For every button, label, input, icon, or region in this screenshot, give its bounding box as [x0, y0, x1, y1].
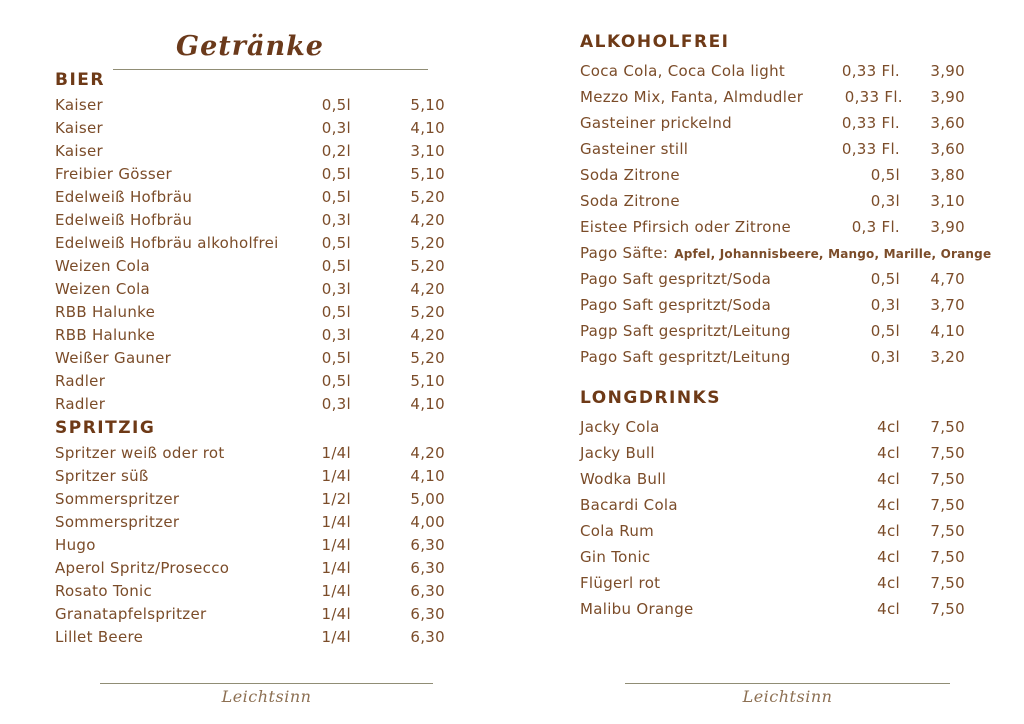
alkoholfrei-rows: [580, 62, 992, 374]
item-price: 6,30: [410, 628, 445, 646]
item-price: 4,20: [410, 326, 445, 344]
item-price: 3,80: [930, 166, 965, 184]
footer-brand: Leichtsinn: [221, 687, 312, 706]
item-price: 7,50: [930, 496, 965, 514]
menu-item-row: [580, 444, 965, 470]
item-name: Pago Saft gespritzt/Leitung: [580, 348, 791, 366]
menu-item-row: [55, 467, 445, 490]
menu-item-row: [55, 372, 445, 395]
item-name: Weißer Gauner: [55, 349, 172, 367]
item-name: Kaiser: [55, 119, 103, 137]
item-name: Edelweiß Hofbräu alkoholfrei: [55, 234, 279, 252]
menu-item-row: [580, 270, 965, 296]
item-quantity: 4cl: [877, 574, 900, 592]
section-alkoholfrei: [580, 32, 992, 374]
item-name: Rosato Tonic: [55, 582, 153, 600]
menu-item-row: [55, 234, 445, 257]
item-price: 3,70: [930, 296, 965, 314]
item-price: 3,10: [930, 192, 965, 210]
section-header-bier: BIER: [55, 70, 105, 90]
item-name: Gasteiner prickelnd: [580, 114, 732, 132]
menu-item-row: [55, 326, 445, 349]
item-price: 5,20: [410, 234, 445, 252]
item-quantity: 1/4l: [321, 536, 351, 554]
item-quantity: 0,5l: [321, 96, 351, 114]
item-name: Hugo: [55, 536, 96, 554]
section-spritzig: [55, 418, 445, 651]
item-price: 6,30: [410, 536, 445, 554]
item-price: 7,50: [930, 574, 965, 592]
item-price: 6,30: [410, 582, 445, 600]
menu-item-row: [580, 522, 965, 548]
menu-item-row: [55, 536, 445, 559]
item-name: Kaiser: [55, 142, 103, 160]
item-quantity: 0,5l: [870, 270, 900, 288]
item-price: 5,20: [410, 303, 445, 321]
item-price: 4,20: [410, 444, 445, 462]
item-price: 7,50: [930, 418, 965, 436]
section-header-longdrinks: LONGDRINKS: [580, 388, 722, 408]
menu-item-row: [55, 349, 445, 372]
item-quantity: 0,3l: [870, 296, 900, 314]
item-name: Sommerspritzer: [55, 513, 180, 531]
item-name: Kaiser: [55, 96, 103, 114]
item-name: Jacky Bull: [580, 444, 655, 462]
item-name: Spritzer weiß oder rot: [55, 444, 225, 462]
item-name: Pago Saft gespritzt/Soda: [580, 270, 772, 288]
item-price: 4,10: [930, 322, 965, 340]
item-quantity: 4cl: [877, 470, 900, 488]
item-name: Coca Cola, Coca Cola light: [580, 62, 786, 80]
item-quantity: 0,3l: [321, 280, 351, 298]
item-price: 4,20: [410, 280, 445, 298]
item-price: 5,10: [410, 165, 445, 183]
item-quantity: 0,5l: [321, 165, 351, 183]
left-page-footer: [100, 683, 433, 706]
spritzig-rows: [55, 444, 445, 651]
item-quantity: 0,3l: [870, 192, 900, 210]
menu-item-row: [55, 444, 445, 467]
item-name: Weizen Cola: [55, 280, 151, 298]
item-price: 7,50: [930, 444, 965, 462]
menu-item-row: [580, 322, 965, 348]
page-title: Getränke: [176, 31, 324, 62]
item-quantity: 1/2l: [321, 490, 351, 508]
item-name: Malibu Orange: [580, 600, 694, 618]
item-name: Freibier Gösser: [55, 165, 172, 183]
item-price: 4,00: [410, 513, 445, 531]
menu-item-row: [55, 395, 445, 418]
item-price: 3,90: [930, 218, 965, 236]
section-bier: [55, 70, 445, 418]
item-quantity: 4cl: [877, 496, 900, 514]
footer-brand: Leichtsinn: [742, 687, 833, 706]
right-page: [580, 32, 992, 626]
item-quantity: 0,33 Fl.: [841, 114, 900, 132]
item-quantity: 0,5l: [321, 234, 351, 252]
item-name: Bacardi Cola: [580, 496, 678, 514]
item-quantity: 0,3l: [321, 119, 351, 137]
menu-item-row: [580, 574, 965, 600]
menu-item-row: [55, 605, 445, 628]
right-page-footer: [625, 683, 950, 706]
item-quantity: 4cl: [877, 418, 900, 436]
item-price: 3,60: [930, 140, 965, 158]
item-quantity: 0,3l: [870, 348, 900, 366]
menu-item-row: [55, 303, 445, 326]
menu-item-row: [55, 211, 445, 234]
item-quantity: 0,5l: [321, 257, 351, 275]
item-quantity: 4cl: [877, 444, 900, 462]
item-name: Gasteiner still: [580, 140, 689, 158]
menu-item-row: [55, 513, 445, 536]
item-price: 5,10: [410, 96, 445, 114]
menu-item-row: [580, 296, 965, 322]
menu-item-row: [55, 257, 445, 280]
item-price: 7,50: [930, 548, 965, 566]
item-note: Apfel, Johannisbeere, Mango, Marille, Orange: [674, 247, 992, 261]
menu-item-row: [580, 62, 965, 88]
item-price: 6,30: [410, 559, 445, 577]
item-price: 3,60: [930, 114, 965, 132]
longdrinks-rows: [580, 418, 965, 626]
item-name: Weizen Cola: [55, 257, 151, 275]
item-quantity: 4cl: [877, 600, 900, 618]
menu-item-row: [55, 280, 445, 303]
menu-item-row: [55, 165, 445, 188]
item-quantity: 0,33 Fl.: [841, 62, 900, 80]
menu-item-row: [580, 418, 965, 444]
bier-rows: [55, 96, 445, 418]
menu-item-row: [580, 244, 992, 270]
item-name: Radler: [55, 395, 106, 413]
menu-item-row: [580, 140, 965, 166]
item-quantity: 1/4l: [321, 513, 351, 531]
item-name: Sommerspritzer: [55, 490, 180, 508]
item-name: Pagp Saft gespritzt/Leitung: [580, 322, 791, 340]
item-name: Granatapfelspritzer: [55, 605, 207, 623]
item-quantity: 1/4l: [321, 582, 351, 600]
item-quantity: 0,33 Fl.: [841, 140, 900, 158]
item-quantity: 1/4l: [321, 559, 351, 577]
item-name: Soda Zitrone: [580, 192, 680, 210]
item-price: 4,10: [410, 467, 445, 485]
menu-item-row: [580, 496, 965, 522]
menu-item-row: [580, 88, 965, 114]
item-price: 4,10: [410, 119, 445, 137]
menu-item-row: [55, 490, 445, 513]
section-longdrinks: [580, 388, 965, 626]
item-name: Lillet Beere: [55, 628, 144, 646]
item-quantity: 0,3l: [321, 395, 351, 413]
item-price: 5,10: [410, 372, 445, 390]
item-name: RBB Halunke: [55, 303, 156, 321]
menu-item-row: [55, 628, 445, 651]
item-price: 3,90: [930, 88, 965, 106]
item-name: Spritzer süß: [55, 467, 149, 485]
item-name: Soda Zitrone: [580, 166, 680, 184]
item-price: 5,00: [410, 490, 445, 508]
menu-item-row: [55, 96, 445, 119]
item-name: Aperol Spritz/Prosecco: [55, 559, 230, 577]
section-header-spritzig: SPRITZIG: [55, 418, 156, 438]
item-quantity: 0,5l: [321, 349, 351, 367]
menu-item-row: [55, 559, 445, 582]
item-quantity: 0,5l: [321, 188, 351, 206]
item-price: 5,20: [410, 188, 445, 206]
item-price: 5,20: [410, 349, 445, 367]
item-price: 7,50: [930, 600, 965, 618]
item-name: Edelweiß Hofbräu: [55, 188, 193, 206]
menu-item-row: [580, 114, 965, 140]
section-header-alkoholfrei: ALKOHOLFREI: [580, 32, 730, 52]
item-name: Cola Rum: [580, 522, 655, 540]
menu-item-row: [580, 470, 965, 496]
menu-item-row: [55, 119, 445, 142]
item-quantity: 0,3l: [321, 326, 351, 344]
item-price: 5,20: [410, 257, 445, 275]
item-price: 4,20: [410, 211, 445, 229]
left-page: [55, 30, 445, 651]
item-price: 7,50: [930, 522, 965, 540]
menu-item-row: [580, 218, 965, 244]
item-price: 3,20: [930, 348, 965, 366]
item-quantity: 0,5l: [870, 322, 900, 340]
item-price: 6,30: [410, 605, 445, 623]
item-name: Mezzo Mix, Fanta, Almdudler: [580, 88, 804, 106]
item-quantity: 0,3l: [321, 211, 351, 229]
item-price: 3,90: [930, 62, 965, 80]
item-name: Jacky Cola: [580, 418, 660, 436]
item-quantity: 0,3 Fl.: [851, 218, 900, 236]
menu-item-row: [580, 548, 965, 574]
item-quantity: 4cl: [877, 548, 900, 566]
item-quantity: 0,33 Fl.: [844, 88, 903, 106]
item-quantity: 1/4l: [321, 444, 351, 462]
item-name: Gin Tonic: [580, 548, 651, 566]
title-underline: [113, 69, 428, 70]
menu-item-row: [55, 582, 445, 605]
menu-item-row: [55, 188, 445, 211]
item-name: Edelweiß Hofbräu: [55, 211, 193, 229]
item-name: Pago Saft gespritzt/Soda: [580, 296, 772, 314]
item-name: Eistee Pfirsich oder Zitrone: [580, 218, 792, 236]
item-price: 4,10: [410, 395, 445, 413]
menu-item-row: [580, 166, 965, 192]
menu-item-row: [580, 192, 965, 218]
item-name: Radler: [55, 372, 106, 390]
menu-item-row: [55, 142, 445, 165]
item-quantity: 1/4l: [321, 605, 351, 623]
item-price: 3,10: [410, 142, 445, 160]
menu-item-row: [580, 600, 965, 626]
item-name: Flügerl rot: [580, 574, 661, 592]
item-quantity: 1/4l: [321, 628, 351, 646]
menu-item-row: [580, 348, 965, 374]
item-quantity: 0,5l: [870, 166, 900, 184]
item-quantity: 4cl: [877, 522, 900, 540]
menu-title-block: [55, 30, 445, 70]
item-price: 4,70: [930, 270, 965, 288]
item-quantity: 0,5l: [321, 372, 351, 390]
item-name: Pago Säfte:: [580, 244, 669, 262]
item-name: RBB Halunke: [55, 326, 156, 344]
item-quantity: 1/4l: [321, 467, 351, 485]
item-quantity: 0,2l: [321, 142, 351, 160]
item-name: Wodka Bull: [580, 470, 667, 488]
item-price: 7,50: [930, 470, 965, 488]
item-quantity: 0,5l: [321, 303, 351, 321]
